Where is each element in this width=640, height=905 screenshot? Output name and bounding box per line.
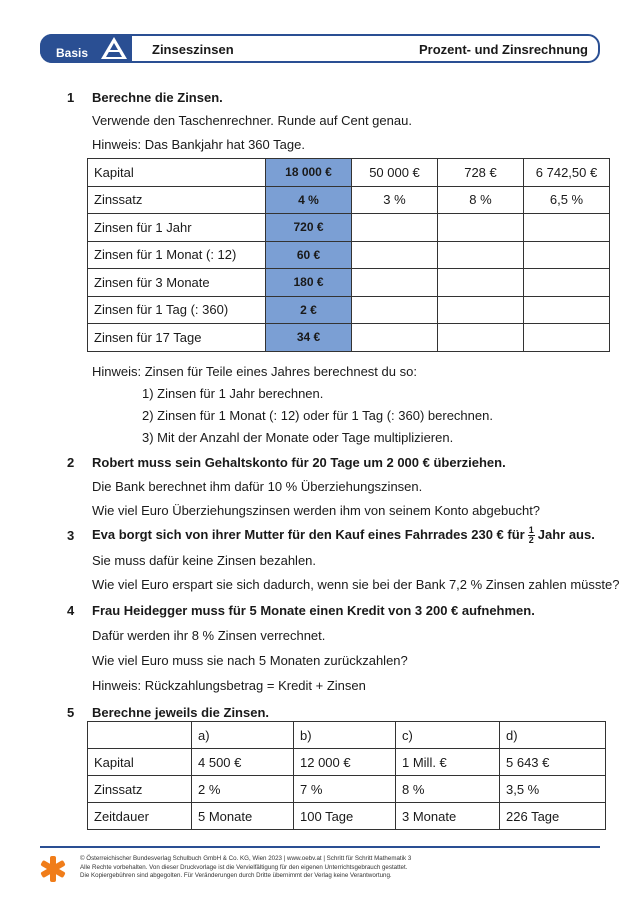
table-row bbox=[88, 296, 610, 324]
row-label-cell: Zinsen für 17 Tage bbox=[88, 324, 266, 352]
answer-cell[interactable] bbox=[438, 296, 524, 324]
table-row bbox=[88, 159, 610, 187]
level-badge-label: Basis bbox=[56, 46, 89, 60]
value-cell: 5 643 € bbox=[500, 749, 606, 776]
answer-cell[interactable] bbox=[352, 296, 438, 324]
task-3-title bbox=[92, 526, 595, 545]
task-5-table bbox=[87, 721, 606, 830]
task-1-hint-bankyear: Hinweis: Das Bankjahr hat 360 Tage. bbox=[92, 137, 305, 152]
value-cell: 12 000 € bbox=[294, 749, 396, 776]
footer-line-3: Die Kopiergebühren sind abgegolten. Für Veränderungen durch Dritte übernimmt der Verlag keine Verantwortung. bbox=[80, 872, 392, 879]
level-badge bbox=[40, 34, 132, 63]
row-label-cell: Zinsen für 3 Monate bbox=[88, 269, 266, 297]
table-row bbox=[88, 749, 606, 776]
task-3-number: 3 bbox=[67, 528, 75, 543]
row-label-cell: Kapital bbox=[88, 749, 192, 776]
task-3-title-start: Eva borgt sich von ihrer Mutter für den Kauf eines Fahrrades 230 € für bbox=[92, 526, 525, 542]
row-label-cell: Zinssatz bbox=[88, 776, 192, 803]
value-cell: 2 % bbox=[192, 776, 294, 803]
answer-cell[interactable] bbox=[352, 269, 438, 297]
value-cell: 8 % bbox=[396, 776, 500, 803]
answer-cell[interactable] bbox=[438, 269, 524, 297]
task-1-table bbox=[87, 158, 610, 352]
answer-cell[interactable] bbox=[524, 324, 610, 352]
answer-cell[interactable] bbox=[438, 241, 524, 269]
answer-cell: 50 000 € bbox=[352, 159, 438, 187]
value-cell: 3,5 % bbox=[500, 776, 606, 803]
answer-cell[interactable] bbox=[438, 214, 524, 242]
row-label-cell: Zinssatz bbox=[88, 186, 266, 214]
table-row bbox=[88, 214, 610, 242]
table-row bbox=[88, 324, 610, 352]
fraction-numerator: 1 bbox=[528, 525, 534, 535]
task-1-hint: Hinweis: Zinsen für Teile eines Jahres berechnest du so: bbox=[92, 364, 417, 379]
task-3-title-end: Jahr aus. bbox=[537, 526, 595, 542]
oebv-logo-icon bbox=[40, 854, 66, 884]
footer-line-2: Alle Rechte vorbehalten. Von dieser Druckvorlage ist die Vervielfältigung für den eigenen Unterrichtsgebrauch gestattet. bbox=[80, 863, 408, 871]
answer-cell[interactable] bbox=[524, 296, 610, 324]
column-header: b) bbox=[294, 722, 396, 749]
column-header bbox=[88, 722, 192, 749]
one-half-fraction bbox=[528, 526, 535, 545]
value-cell: 3 Monate bbox=[396, 803, 500, 830]
example-cell: 180 € bbox=[266, 269, 352, 297]
example-cell: 34 € bbox=[266, 324, 352, 352]
answer-cell[interactable] bbox=[524, 269, 610, 297]
task-1-number: 1 bbox=[67, 90, 75, 105]
task-4-line-2: Wie viel Euro muss sie nach 5 Monaten zurückzahlen? bbox=[92, 653, 408, 668]
value-cell: 4 500 € bbox=[192, 749, 294, 776]
column-header: d) bbox=[500, 722, 606, 749]
row-label-cell: Zinsen für 1 Monat (: 12) bbox=[88, 241, 266, 269]
value-cell: 100 Tage bbox=[294, 803, 396, 830]
value-cell: 5 Monate bbox=[192, 803, 294, 830]
row-label-cell: Zinsen für 1 Jahr bbox=[88, 214, 266, 242]
answer-cell[interactable] bbox=[352, 324, 438, 352]
task-5-title: Berechne jeweils die Zinsen. bbox=[92, 705, 270, 720]
value-cell: 1 Mill. € bbox=[396, 749, 500, 776]
row-label-cell: Kapital bbox=[88, 159, 266, 187]
task-2-title: Robert muss sein Gehaltskonto für 20 Tage um 2 000 € überziehen. bbox=[92, 455, 506, 470]
example-cell: 720 € bbox=[266, 214, 352, 242]
task-1-step-1: 1) Zinsen für 1 Jahr berechnen. bbox=[142, 386, 324, 401]
row-label-cell: Zeitdauer bbox=[88, 803, 192, 830]
answer-cell[interactable] bbox=[438, 324, 524, 352]
topic-title: Zinseszinsen bbox=[152, 42, 234, 57]
example-cell: 18 000 € bbox=[266, 159, 352, 187]
table-header-row bbox=[88, 722, 606, 749]
task-1-step-2: 2) Zinsen für 1 Monat (: 12) oder für 1 Tag (: 360) berechnen. bbox=[142, 408, 493, 423]
value-cell: 226 Tage bbox=[500, 803, 606, 830]
task-3-line-2: Wie viel Euro erspart sie sich dadurch, wenn sie bei der Bank 7,2 % Zinsen zahlen müsste? bbox=[92, 577, 620, 592]
task-1-title: Berechne die Zinsen. bbox=[92, 90, 223, 105]
value-cell: 7 % bbox=[294, 776, 396, 803]
example-cell: 60 € bbox=[266, 241, 352, 269]
example-cell: 2 € bbox=[266, 296, 352, 324]
answer-cell[interactable] bbox=[524, 214, 610, 242]
task-5-number: 5 bbox=[67, 705, 75, 720]
copyright-footer bbox=[80, 855, 411, 881]
table-row bbox=[88, 186, 610, 214]
answer-cell: 728 € bbox=[438, 159, 524, 187]
answer-cell: 3 % bbox=[352, 186, 438, 214]
task-2-line-2: Wie viel Euro Überziehungszinsen werden ihm von seinem Konto abgebucht? bbox=[92, 503, 541, 518]
chapter-title: Prozent- und Zinsrechnung bbox=[419, 42, 588, 57]
answer-cell: 8 % bbox=[438, 186, 524, 214]
answer-cell[interactable] bbox=[352, 214, 438, 242]
answer-cell: 6 742,50 € bbox=[524, 159, 610, 187]
task-4-line-1: Dafür werden ihr 8 % Zinsen verrechnet. bbox=[92, 628, 326, 643]
task-4-hint: Hinweis: Rückzahlungsbetrag = Kredit + Zinsen bbox=[92, 678, 366, 693]
task-2-number: 2 bbox=[67, 455, 75, 470]
task-2-line-1: Die Bank berechnet ihm dafür 10 % Überziehungszinsen. bbox=[92, 479, 423, 494]
table-row bbox=[88, 776, 606, 803]
fraction-denominator: 2 bbox=[528, 535, 534, 545]
table-row bbox=[88, 241, 610, 269]
answer-cell: 6,5 % bbox=[524, 186, 610, 214]
table-row bbox=[88, 269, 610, 297]
task-4-title: Frau Heidegger muss für 5 Monate einen Kredit von 3 200 € aufnehmen. bbox=[92, 603, 535, 618]
task-1-step-3: 3) Mit der Anzahl der Monate oder Tage multiplizieren. bbox=[142, 430, 454, 445]
answer-cell[interactable] bbox=[524, 241, 610, 269]
footer-rule bbox=[40, 846, 600, 848]
example-cell: 4 % bbox=[266, 186, 352, 214]
task-4-number: 4 bbox=[67, 603, 75, 618]
task-3-line-1: Sie muss dafür keine Zinsen bezahlen. bbox=[92, 553, 317, 568]
answer-cell[interactable] bbox=[352, 241, 438, 269]
table-row bbox=[88, 803, 606, 830]
footer-line-1: © Österreichischer Bundesverlag Schulbuch GmbH & Co. KG, Wien 2023 | www.oebv.at | Schritt für Schritt Mathematik 3 bbox=[80, 855, 412, 862]
row-label-cell: Zinsen für 1 Tag (: 360) bbox=[88, 296, 266, 324]
pyramid-icon bbox=[100, 35, 128, 61]
column-header: c) bbox=[396, 722, 500, 749]
column-header: a) bbox=[192, 722, 294, 749]
page-header bbox=[40, 34, 600, 63]
task-1-instruction: Verwende den Taschenrechner. Runde auf Cent genau. bbox=[92, 113, 412, 128]
